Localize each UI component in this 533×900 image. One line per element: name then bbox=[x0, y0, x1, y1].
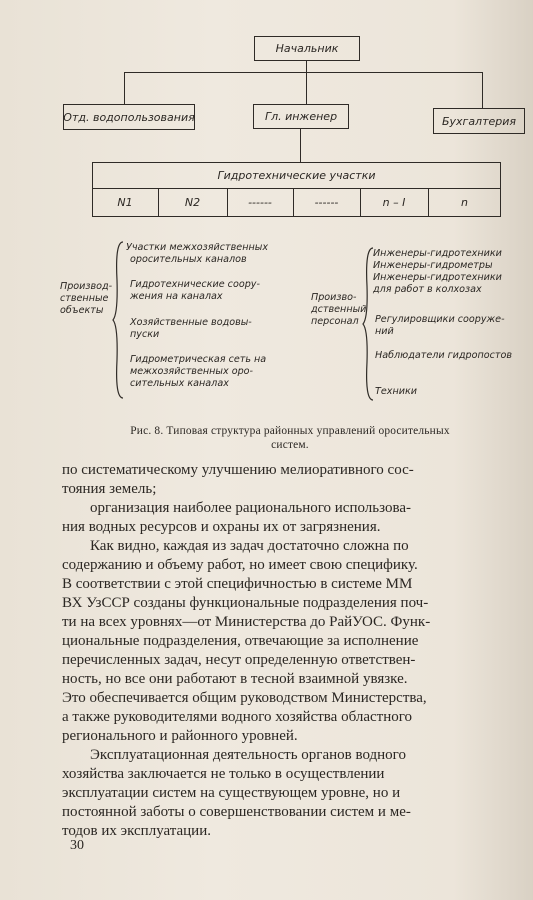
paragraph bbox=[62, 746, 532, 841]
site-cell: ------ bbox=[248, 195, 272, 209]
sites-title-box: Гидротехнические участки bbox=[92, 162, 501, 189]
text-line: перечисленных задач, несут определенную ответствен- bbox=[62, 652, 416, 668]
objects-item: сительных каналах bbox=[130, 378, 229, 389]
objects-item: жения на каналах bbox=[130, 291, 223, 302]
objects-label-line: Производ- bbox=[60, 281, 113, 292]
text-line: эксплуатации систем на существующем уровне, но и bbox=[62, 785, 401, 801]
text-line: ния водных ресурсов и охраны их от загрязнения. bbox=[62, 519, 381, 535]
chief-engineer-box: Гл. инженер bbox=[253, 104, 349, 129]
text-line: Это обеспечивается общим руководством Министерства, bbox=[62, 690, 427, 706]
water-use-dept-box: Отд. водопользования bbox=[63, 104, 195, 130]
text-line: тодов их эксплуатации. bbox=[62, 823, 211, 839]
text-line: ВХ УзССР созданы функциональные подразделения поч- bbox=[62, 595, 429, 611]
objects-item: межхозяйственных оро- bbox=[130, 366, 253, 377]
objects-item: оросительных каналов bbox=[130, 254, 247, 265]
objects-item: пуски bbox=[130, 329, 160, 340]
objects-label-line: объекты bbox=[60, 305, 104, 316]
caption-line: систем. bbox=[271, 439, 309, 451]
connector-top-horizontal bbox=[124, 72, 482, 73]
org-chart bbox=[0, 0, 533, 420]
head-box: Начальник bbox=[254, 36, 360, 61]
objects-item: Гидрометрическая сеть на bbox=[130, 354, 267, 365]
site-cell: n – I bbox=[382, 195, 406, 209]
text-line: содержанию и объему работ, но имеет свою специфику. bbox=[62, 557, 418, 573]
text-line: постоянной заботы о совершенствовании систем и ме- bbox=[62, 804, 411, 820]
site-cell: N1 bbox=[117, 195, 133, 209]
paragraph bbox=[62, 499, 532, 537]
staff-label-line: персонал bbox=[311, 316, 359, 327]
accounting-box: Бухгалтерия bbox=[433, 108, 525, 134]
objects-item: Участки межхозяйственных bbox=[126, 242, 268, 253]
text-line: хозяйства заключается не только в осуществлении bbox=[62, 766, 385, 782]
staff-item: Наблюдатели гидропостов bbox=[375, 350, 513, 361]
text-line: Эксплуатационная деятельность органов водного bbox=[90, 747, 406, 763]
staff-item: для работ в колхозах bbox=[373, 284, 482, 295]
connector-left-down bbox=[124, 72, 125, 104]
staff-item: Техники bbox=[375, 386, 417, 397]
text-line: организация наиболее рационального использова- bbox=[90, 500, 411, 516]
text-line: Как видно, каждая из задач достаточно сложна по bbox=[90, 538, 409, 554]
page-number: 30 bbox=[70, 838, 84, 853]
paragraph bbox=[62, 537, 532, 746]
site-cell: ------ bbox=[314, 195, 339, 209]
text-line: тояния земель; bbox=[62, 481, 157, 497]
staff-label-line: дственный bbox=[311, 304, 367, 315]
figure-caption bbox=[70, 424, 510, 452]
text-line: по систематическому улучшению мелиоративного сос- bbox=[62, 462, 414, 478]
paragraph bbox=[62, 461, 532, 499]
body-text bbox=[62, 461, 532, 841]
staff-item: Инженеры-гидротехники bbox=[373, 248, 502, 259]
objects-item: Гидротехнические соору- bbox=[130, 279, 260, 290]
staff-label-line: Произво- bbox=[311, 292, 357, 303]
staff-item: Инженеры-гидротехники bbox=[373, 272, 502, 283]
text-line: а также руководителями водного хозяйства областного bbox=[62, 709, 413, 725]
objects-label-line: ственные bbox=[60, 293, 109, 304]
connector-head-down bbox=[306, 60, 307, 72]
text-line: ти на всех уровнях—от Министерства до РайУОС. Функ- bbox=[62, 614, 431, 630]
site-cell: N2 bbox=[184, 195, 201, 209]
connector-right-down bbox=[482, 72, 483, 108]
staff-item: ний bbox=[375, 326, 394, 337]
staff-item: Инженеры-гидрометры bbox=[373, 260, 493, 271]
site-cell: n bbox=[461, 195, 468, 209]
staff-item: Регулировщики сооруже- bbox=[375, 314, 505, 325]
caption-line: Рис. 8. Типовая структура районных управлений оросительных bbox=[130, 425, 450, 437]
text-line: ность, но все они работают в тесной взаимной увязке. bbox=[62, 671, 408, 687]
connector-mid-down bbox=[306, 72, 307, 104]
objects-item: Хозяйственные водовы- bbox=[130, 317, 252, 328]
connector-engineer-down bbox=[300, 128, 301, 162]
text-line: регионального и районного уровней. bbox=[62, 728, 298, 744]
text-line: циональные подразделения, отвечающие за исполнение bbox=[62, 633, 419, 649]
text-line: В соответствии с этой специфичностью в системе ММ bbox=[62, 576, 413, 592]
objects-brace-icon bbox=[112, 240, 124, 400]
